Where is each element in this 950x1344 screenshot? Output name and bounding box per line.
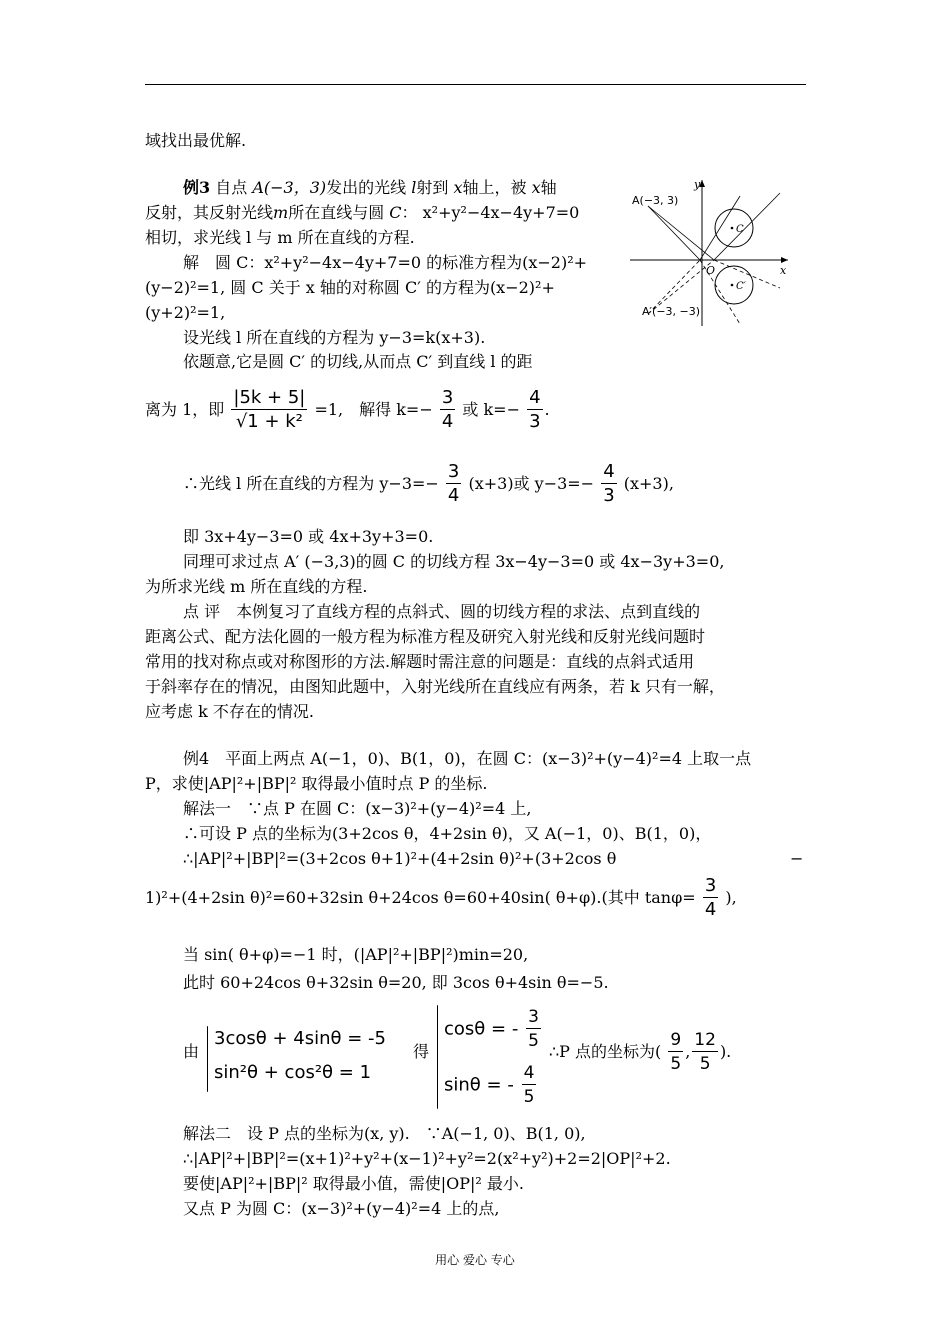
ex3-line1: 例3 自点 A(−3，3)发出的光线 l射到 x轴上，被 x轴 bbox=[183, 178, 557, 197]
ex3-comment4: 于斜率存在的情况，由图知此题中，入射光线所在直线应有两条，若 k 只有一解， bbox=[145, 677, 725, 696]
ex3-sol3: (y+2)²=1, bbox=[145, 303, 226, 322]
ex3-sol2: (y−2)²=1, 圆 C 关于 x 轴的对称圆 C′ 的方程为(x−2)²+ bbox=[145, 278, 555, 297]
reflection-figure bbox=[630, 178, 790, 328]
ex4-get: 得 bbox=[413, 1042, 430, 1061]
ex4-m6: 此时 60+24cos θ+32sin θ=20, 即 3cos θ+4sin θ=−5. bbox=[183, 973, 609, 992]
tan-fraction: $\frac{3}{4}$ bbox=[704, 875, 717, 920]
ex3-distance-line: 离为 1，即 $\frac{|5k + 5|}{\text{√1 + k²}}$ =1, 解得 k=− $\frac{3}{4}$ 或 k=− $\frac{4}{3}$ . bbox=[145, 387, 550, 432]
ex3-comment1: 点 评 本例复习了直线方程的点斜式、圆的切线方程的求法、点到直线的 bbox=[183, 602, 701, 621]
ex4-m5: 当 sin( θ+φ)=−1 时，(|AP|²+|BP|²)min=20, bbox=[183, 945, 529, 964]
ex4-n1: 解法二 设 P 点的坐标为(x, y). ∵A(−1, 0)、B(1, 0), bbox=[183, 1124, 586, 1143]
figure-label-a: A(−3, 3) bbox=[632, 194, 679, 207]
ex3-comment2: 距离公式、配方法化圆的一般方程为标准方程及研究入射光线和反射光线问题时 bbox=[145, 627, 706, 646]
result-cos: cosθ = - $\frac{3}{5}$ bbox=[444, 1007, 539, 1051]
page-footer: 用心 爱心 专心 bbox=[435, 1253, 515, 1267]
ex3-res4: 为所求光线 m 所在直线的方程. bbox=[145, 577, 368, 596]
ex4-by: 由 bbox=[183, 1042, 200, 1061]
system-brace-left bbox=[207, 1026, 208, 1092]
result-sin: sinθ = - $\frac{4}{5}$ bbox=[444, 1063, 535, 1107]
ex3-sol5: 依题意,它是圆 C′ 的切线,从而点 C′ 到直线 l 的距 bbox=[183, 352, 533, 371]
ex3-line3: 相切，求光线 l 与 m 所在直线的方程. bbox=[145, 228, 415, 247]
ex3-sol1: 解 圆 C：x²+y²−4x−4y+7=0 的标准方程为(x−2)²+ bbox=[183, 253, 588, 272]
intro-line: 域找出最优解. bbox=[145, 131, 247, 150]
system-eq2: sin²θ + cos²θ = 1 bbox=[214, 1062, 372, 1083]
ex3-sol4: 设光线 l 所在直线的方程为 y−3=k(x+3). bbox=[183, 328, 486, 347]
ex3-label: 例3 bbox=[183, 178, 211, 197]
k2-fraction: $\frac{4}{3}$ bbox=[529, 387, 541, 432]
ex4-m3-dash: − bbox=[790, 849, 804, 868]
figure-label-o: O bbox=[706, 264, 716, 277]
ex3-line2: 反射，其反射光线m所在直线与圆 C： x²+y²−4x−4y+7=0 bbox=[145, 203, 580, 222]
system-eq1: 3cosθ + 4sinθ = -5 bbox=[214, 1028, 387, 1049]
ex4-m1: 解法一 ∵点 P 在圆 C：(x−3)²+(y−4)²=4 上, bbox=[183, 799, 532, 818]
distance-fraction: $\frac{|5k + 5|}{\text{√1 + k²}}$ bbox=[233, 387, 306, 432]
ex3-comment3: 常用的找对称点或对称图形的方法.解题时需注意的问题是：直线的点斜式适用 bbox=[145, 652, 695, 671]
ex3-result-line: ∴光线 l 所在直线的方程为 y−3=− $\frac{3}{4}$ (x+3)或 y−3=− $\frac{4}{3}$ (x+3), bbox=[183, 461, 674, 506]
header-rule bbox=[145, 84, 806, 85]
k1-fraction: $\frac{3}{4}$ bbox=[441, 387, 454, 432]
figure-label-x: x bbox=[780, 264, 787, 277]
ex3-comment5: 应考虑 k 不存在的情况. bbox=[145, 702, 314, 721]
ex4-n2: ∴|AP|²+|BP|²=(x+1)²+y²+(x−1)²+y²=2(x²+y²)+2=2|OP|²+2. bbox=[183, 1149, 671, 1168]
ex4-m2: ∴可设 P 点的坐标为(3+2cos θ，4+2sin θ)，又 A(−1，0)、B(1，0)， bbox=[183, 824, 712, 843]
figure-label-y: y bbox=[694, 178, 701, 191]
ex3-res2: 即 3x+4y−3=0 或 4x+3y+3=0. bbox=[183, 527, 434, 546]
ex4-q1: 例4 平面上两点 A(−1，0)、B(1，0)，在圆 C：(x−3)²+(y−4)²=4 上取一点 bbox=[183, 749, 752, 768]
figure-label-a-prime: A′(−3, −3) bbox=[642, 305, 701, 318]
ex4-q2: P，求使|AP|²+|BP|² 取得最小值时点 P 的坐标. bbox=[145, 774, 488, 793]
ex4-n3: 要使|AP|²+|BP|² 取得最小值，需使|OP|² 最小. bbox=[183, 1174, 524, 1193]
figure-label-c-prime: C′ bbox=[736, 281, 746, 292]
result-brace bbox=[437, 1005, 438, 1109]
ex4-m4-line: 1)²+(4+2sin θ)²=60+32sin θ+24cos θ=60+40sin( θ+φ).(其中 tanφ= $\frac{3}{4}$ ), bbox=[145, 875, 737, 920]
ex4-conclusion: ∴P 点的坐标为( $\frac{9}{5}$ , $\frac{12}{5}$ ). bbox=[549, 1030, 732, 1074]
ex4-n4: 又点 P 为圆 C：(x−3)²+(y−4)²=4 上的点, bbox=[183, 1199, 500, 1218]
ex3-res3: 同理可求过点 A′ (−3,3)的圆 C 的切线方程 3x−4y−3=0 或 4x−3y+3=0, bbox=[183, 552, 725, 571]
figure-label-c: C bbox=[736, 224, 744, 235]
ex4-m3: ∴|AP|²+|BP|²=(3+2cos θ+1)²+(4+2sin θ)²+(3+2cos θ bbox=[183, 849, 617, 868]
